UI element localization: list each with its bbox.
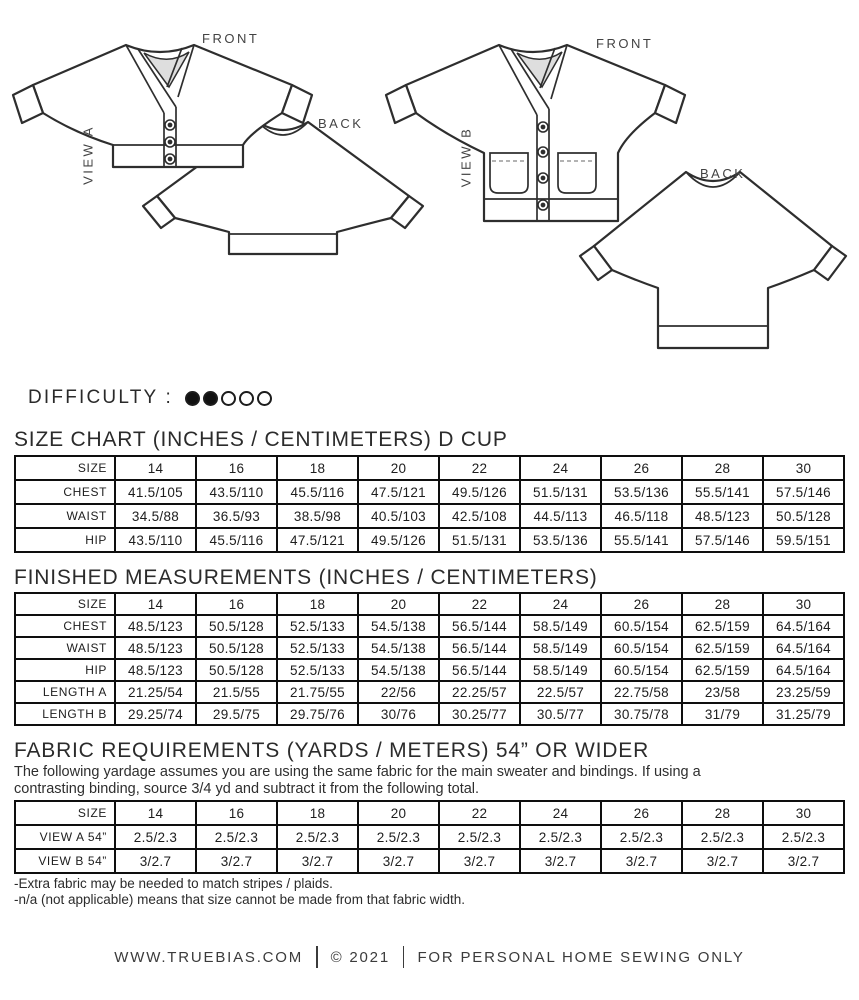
table-col-header: 18	[277, 456, 358, 480]
table-cell: 48.5/123	[115, 615, 196, 637]
difficulty-dot-empty	[221, 391, 236, 406]
table-cell: 50.5/128	[196, 659, 277, 681]
table-cell: 2.5/2.3	[520, 825, 601, 849]
table-cell: 54.5/138	[358, 659, 439, 681]
table-row	[15, 681, 844, 703]
table-cell: 43.5/110	[115, 528, 196, 552]
table-cell: 62.5/159	[682, 615, 763, 637]
finished-measurements-table	[14, 592, 845, 726]
table-cell: 3/2.7	[763, 849, 844, 873]
table-col-header: 22	[439, 593, 520, 615]
table-cell: 2.5/2.3	[682, 825, 763, 849]
table-col-header: 26	[601, 593, 682, 615]
table-row-label: WAIST	[15, 637, 115, 659]
table-row-label: CHEST	[15, 615, 115, 637]
view-b-front-label: FRONT	[596, 36, 654, 51]
description-line: The following yardage assumes you are using the same fabric for the main sweater and bindings. If using a	[14, 764, 701, 780]
fabric-requirements-title: FABRIC REQUIREMENTS (YARDS / METERS) 54” OR WIDER	[14, 739, 650, 762]
table-corner-label: SIZE	[15, 801, 115, 825]
table-cell: 56.5/144	[439, 637, 520, 659]
table-cell: 48.5/123	[115, 637, 196, 659]
table-row-label: WAIST	[15, 504, 115, 528]
table-col-header: 22	[439, 456, 520, 480]
table-cell: 50.5/128	[196, 615, 277, 637]
table-col-header: 14	[115, 801, 196, 825]
table-col-header: 24	[520, 593, 601, 615]
table-col-header: 18	[277, 593, 358, 615]
view-b-back-label: BACK	[700, 166, 746, 181]
table-cell: 62.5/159	[682, 637, 763, 659]
table-row	[15, 703, 844, 725]
difficulty-dot-empty	[239, 391, 254, 406]
table-cell: 54.5/138	[358, 637, 439, 659]
description-line: contrasting binding, source 3/4 yd and subtract it from the following total.	[14, 780, 480, 797]
table-cell: 56.5/144	[439, 615, 520, 637]
table-cell: 44.5/113	[520, 504, 601, 528]
table-cell: 2.5/2.3	[196, 825, 277, 849]
table-cell: 58.5/149	[520, 659, 601, 681]
table-cell: 41.5/105	[115, 480, 196, 504]
table-row-label: VIEW B 54”	[15, 849, 115, 873]
table-cell: 51.5/131	[439, 528, 520, 552]
table-row-label: HIP	[15, 659, 115, 681]
table-cell: 60.5/154	[601, 637, 682, 659]
table-cell: 30.25/77	[439, 703, 520, 725]
table-cell: 47.5/121	[277, 528, 358, 552]
table-cell: 45.5/116	[196, 528, 277, 552]
table-col-header: 26	[601, 456, 682, 480]
difficulty-dot-empty	[257, 391, 272, 406]
table-cell: 50.5/128	[763, 504, 844, 528]
footer	[0, 946, 859, 968]
table-cell: 46.5/118	[601, 504, 682, 528]
view-a-label: VIEW A	[80, 125, 96, 185]
table-cell: 2.5/2.3	[115, 825, 196, 849]
table-cell: 2.5/2.3	[439, 825, 520, 849]
table-cell: 52.5/133	[277, 615, 358, 637]
table-cell: 3/2.7	[115, 849, 196, 873]
table-cell: 30/76	[358, 703, 439, 725]
table-row-label: HIP	[15, 528, 115, 552]
table-row	[15, 504, 844, 528]
table-cell: 53.5/136	[601, 480, 682, 504]
table-header-row	[15, 801, 844, 825]
table-cell: 34.5/88	[115, 504, 196, 528]
table-cell: 57.5/146	[682, 528, 763, 552]
table-cell: 60.5/154	[601, 659, 682, 681]
table-cell: 30.75/78	[601, 703, 682, 725]
footer-website: WWW.TRUEBIAS.COM	[114, 948, 304, 966]
table-cell: 22/56	[358, 681, 439, 703]
table-cell: 3/2.7	[601, 849, 682, 873]
table-col-header: 20	[358, 593, 439, 615]
table-cell: 59.5/151	[763, 528, 844, 552]
table-cell: 58.5/149	[520, 615, 601, 637]
table-col-header: 20	[358, 801, 439, 825]
table-cell: 2.5/2.3	[763, 825, 844, 849]
footer-usage: FOR PERSONAL HOME SEWING ONLY	[417, 948, 745, 966]
table-corner-label: SIZE	[15, 456, 115, 480]
table-cell: 2.5/2.3	[601, 825, 682, 849]
table-cell: 31/79	[682, 703, 763, 725]
view-a-front-drawing	[5, 35, 320, 170]
footer-copyright: © 2021	[330, 948, 390, 966]
table-cell: 64.5/164	[763, 637, 844, 659]
finished-measurements-title: FINISHED MEASUREMENTS (INCHES / CENTIMETERS)	[14, 566, 598, 589]
table-cell: 36.5/93	[196, 504, 277, 528]
table-cell: 54.5/138	[358, 615, 439, 637]
size-chart-table	[14, 455, 845, 553]
table-cell: 49.5/126	[439, 480, 520, 504]
table-cell: 22.25/57	[439, 681, 520, 703]
difficulty-label: DIFFICULTY :	[28, 387, 173, 408]
difficulty-row	[28, 387, 272, 409]
table-row	[15, 849, 844, 873]
table-col-header: 26	[601, 801, 682, 825]
footer-divider	[403, 946, 405, 968]
table-cell: 3/2.7	[277, 849, 358, 873]
note-line: -n/a (not applicable) means that size cannot be made from that fabric width.	[14, 892, 465, 907]
table-cell: 55.5/141	[682, 480, 763, 504]
table-cell: 21.75/55	[277, 681, 358, 703]
fabric-requirements-table	[14, 800, 845, 874]
view-a-front-label: FRONT	[202, 31, 260, 46]
table-col-header: 28	[682, 801, 763, 825]
table-col-header: 14	[115, 456, 196, 480]
table-col-header: 16	[196, 801, 277, 825]
table-cell: 62.5/159	[682, 659, 763, 681]
footer-divider	[316, 946, 318, 968]
table-col-header: 30	[763, 801, 844, 825]
table-cell: 22.5/57	[520, 681, 601, 703]
table-col-header: 22	[439, 801, 520, 825]
table-col-header: 24	[520, 801, 601, 825]
table-cell: 43.5/110	[196, 480, 277, 504]
table-col-header: 30	[763, 593, 844, 615]
table-row-label: LENGTH B	[15, 703, 115, 725]
table-row	[15, 615, 844, 637]
table-cell: 31.25/79	[763, 703, 844, 725]
difficulty-dot-filled	[185, 391, 200, 406]
table-cell: 42.5/108	[439, 504, 520, 528]
table-cell: 57.5/146	[763, 480, 844, 504]
table-cell: 56.5/144	[439, 659, 520, 681]
table-cell: 58.5/149	[520, 637, 601, 659]
table-cell: 3/2.7	[520, 849, 601, 873]
table-header-row	[15, 456, 844, 480]
table-row-label: CHEST	[15, 480, 115, 504]
table-cell: 3/2.7	[439, 849, 520, 873]
table-col-header: 16	[196, 456, 277, 480]
table-row	[15, 825, 844, 849]
table-cell: 64.5/164	[763, 659, 844, 681]
table-cell: 29.25/74	[115, 703, 196, 725]
difficulty-dots	[185, 391, 272, 406]
table-cell: 53.5/136	[520, 528, 601, 552]
table-cell: 40.5/103	[358, 504, 439, 528]
table-cell: 55.5/141	[601, 528, 682, 552]
note-line: -Extra fabric may be needed to match stripes / plaids.	[14, 876, 333, 891]
table-cell: 2.5/2.3	[358, 825, 439, 849]
table-header-row	[15, 593, 844, 615]
table-row	[15, 528, 844, 552]
size-chart-title: SIZE CHART (INCHES / CENTIMETERS) D CUP	[14, 428, 508, 451]
table-cell: 3/2.7	[682, 849, 763, 873]
table-cell: 47.5/121	[358, 480, 439, 504]
table-cell: 23/58	[682, 681, 763, 703]
table-col-header: 28	[682, 593, 763, 615]
view-b-front-drawing	[378, 35, 696, 225]
table-col-header: 18	[277, 801, 358, 825]
table-cell: 3/2.7	[358, 849, 439, 873]
table-cell: 51.5/131	[520, 480, 601, 504]
table-cell: 49.5/126	[358, 528, 439, 552]
table-col-header: 20	[358, 456, 439, 480]
table-cell: 21.5/55	[196, 681, 277, 703]
view-b-label: VIEW B	[458, 126, 474, 188]
table-cell: 29.5/75	[196, 703, 277, 725]
table-cell: 30.5/77	[520, 703, 601, 725]
table-cell: 52.5/133	[277, 659, 358, 681]
table-cell: 22.75/58	[601, 681, 682, 703]
table-cell: 50.5/128	[196, 637, 277, 659]
fabric-notes	[14, 876, 465, 908]
view-a-back-label: BACK	[318, 116, 364, 131]
table-col-header: 16	[196, 593, 277, 615]
table-corner-label: SIZE	[15, 593, 115, 615]
table-row-label: LENGTH A	[15, 681, 115, 703]
table-row	[15, 480, 844, 504]
table-cell: 29.75/76	[277, 703, 358, 725]
table-col-header: 30	[763, 456, 844, 480]
table-col-header: 24	[520, 456, 601, 480]
table-cell: 64.5/164	[763, 615, 844, 637]
table-cell: 21.25/54	[115, 681, 196, 703]
table-row	[15, 637, 844, 659]
table-row	[15, 659, 844, 681]
table-cell: 23.25/59	[763, 681, 844, 703]
difficulty-dot-filled	[203, 391, 218, 406]
table-row-label: VIEW A 54”	[15, 825, 115, 849]
table-cell: 52.5/133	[277, 637, 358, 659]
table-cell: 2.5/2.3	[277, 825, 358, 849]
table-col-header: 14	[115, 593, 196, 615]
table-cell: 3/2.7	[196, 849, 277, 873]
table-cell: 38.5/98	[277, 504, 358, 528]
table-cell: 48.5/123	[682, 504, 763, 528]
table-col-header: 28	[682, 456, 763, 480]
fabric-requirements-description	[14, 764, 701, 797]
table-cell: 60.5/154	[601, 615, 682, 637]
table-cell: 45.5/116	[277, 480, 358, 504]
table-cell: 48.5/123	[115, 659, 196, 681]
